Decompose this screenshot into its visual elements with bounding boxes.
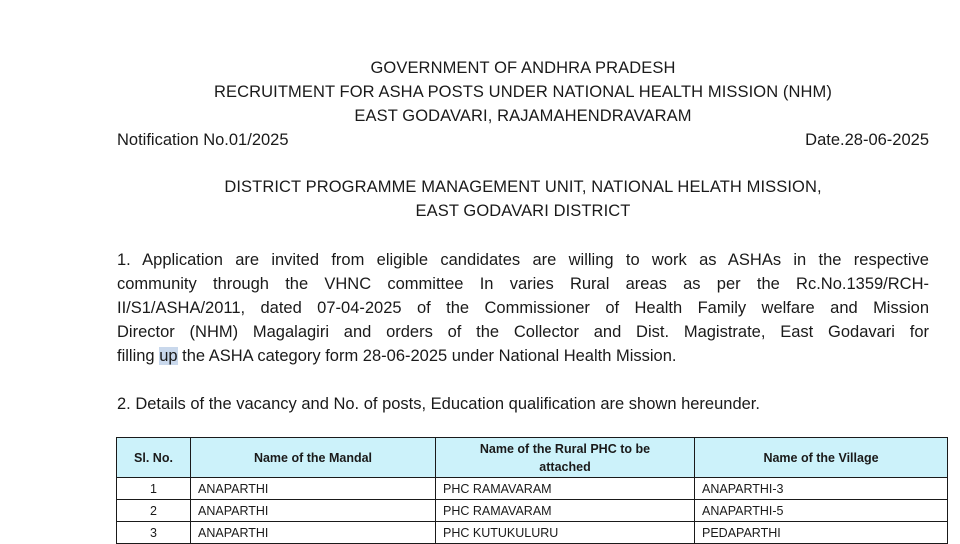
table-row: [117, 522, 948, 544]
paragraph-2-text: 2. Details of the vacancy and No. of posts, Education qualification are shown hereunder.: [117, 395, 760, 413]
paragraph-1: [117, 248, 929, 368]
col-mandal: Name of the Mandal: [191, 438, 436, 478]
col-phc-line2: attached: [539, 459, 591, 474]
cell-village: ANAPARTHI-5: [695, 500, 948, 522]
cell-mandal: ANAPARTHI: [191, 522, 436, 544]
col-phc: [436, 438, 695, 478]
header-government: GOVERNMENT OF ANDHRA PRADESH: [370, 59, 676, 77]
cell-village: ANAPARTHI-3: [695, 478, 948, 500]
vacancy-table: [116, 437, 948, 544]
notification-number: Notification No.01/2025: [117, 131, 289, 149]
cell-sl: 2: [117, 500, 191, 522]
text-fragment: filling: [117, 347, 160, 365]
paragraph-1-line: [117, 344, 929, 368]
notification-date: Date.28-06-2025: [805, 131, 929, 149]
col-village: Name of the Village: [695, 438, 948, 478]
col-phc-line1: Name of the Rural PHC to be: [479, 441, 651, 456]
table-header-row: [117, 438, 948, 478]
unit-title: DISTRICT PROGRAMME MANAGEMENT UNIT, NATIONAL HELATH MISSION,: [224, 178, 822, 196]
cell-mandal: ANAPARTHI: [191, 500, 436, 522]
cell-sl: 3: [117, 522, 191, 544]
paragraph-2: [117, 392, 929, 416]
header-location: EAST GODAVARI, RAJAMAHENDRAVARAM: [354, 107, 692, 125]
unit-district: EAST GODAVARI DISTRICT: [415, 202, 631, 220]
cell-phc: PHC RAMAVARAM: [436, 500, 695, 522]
notification-row: [117, 131, 929, 150]
cell-sl: 1: [117, 478, 191, 500]
cell-village: PEDAPARTHI: [695, 522, 948, 544]
paragraph-1-line: 1. Application are invited from eligible candidates are willing to work as ASHAs in the respective: [117, 251, 929, 269]
paragraph-1-line: II/S1/ASHA/2011, dated 07-04-2025 of the Commissioner of Health Family welfare and Mission: [117, 299, 929, 317]
paragraph-1-line: Director (NHM) Magalagiri and orders of the Collector and Dist. Magistrate, East Godavari for: [117, 323, 929, 341]
cell-phc: PHC KUTUKULURU: [436, 522, 695, 544]
paragraph-1-line: community through the VHNC committee In varies Rural areas as per the Rc.No.1359/RCH-: [117, 275, 929, 293]
cell-phc: PHC RAMAVARAM: [436, 478, 695, 500]
header-recruitment: RECRUITMENT FOR ASHA POSTS UNDER NATIONAL HEALTH MISSION (NHM): [214, 83, 832, 101]
cell-mandal: ANAPARTHI: [191, 478, 436, 500]
text-fragment: the ASHA category form 28-06-2025 under National Health Mission.: [177, 347, 677, 365]
table-row: [117, 478, 948, 500]
table-row: [117, 500, 948, 522]
col-sl-no: Sl. No.: [117, 438, 191, 478]
text-cursor-selection[interactable]: up: [159, 347, 178, 365]
